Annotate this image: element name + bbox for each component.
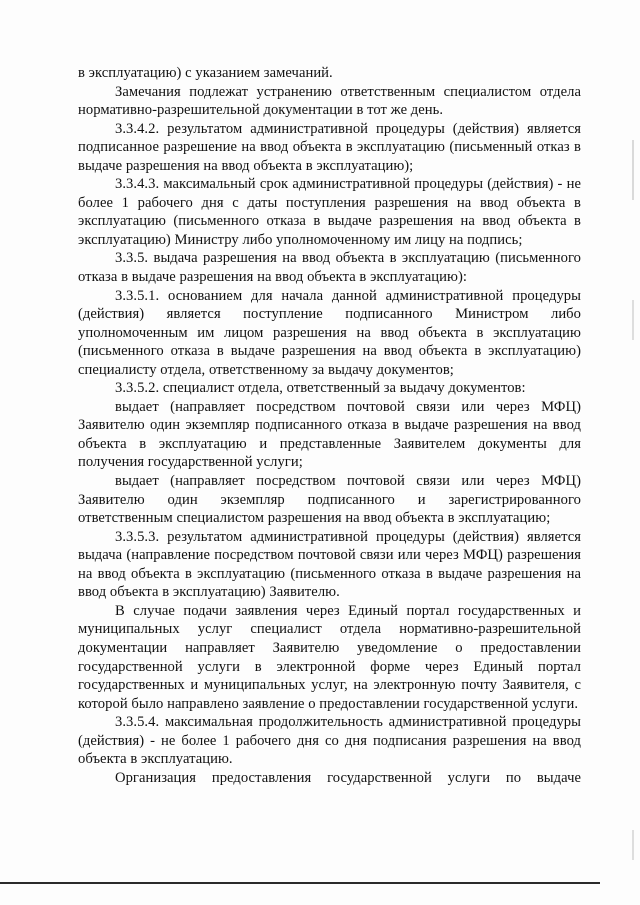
paragraph: 3.3.5. выдача разрешения на ввод объекта в эксплуатацию (письменного отказа в выдаче разрешения на ввод объекта в эксплуатацию): xyxy=(78,250,581,286)
paragraph: 3.3.4.2. результатом административной процедуры (действия) является подписанное разрешение на ввод объекта в эксплуатацию (письменный отказ в выдаче разрешения на ввод объекта в эксплуатацию); xyxy=(78,120,581,174)
paragraph: Замечания подлежат устранению ответственным специалистом отдела нормативно-разрешительной документации в тот же день. xyxy=(78,83,581,119)
paragraph: выдает (направляет посредством почтовой связи или через МФЦ) Заявителю один экземпляр подписанного отказа в выдаче разрешения на ввод объекта в эксплуатацию и представленные Заявителем документы для получения государственной услуги; xyxy=(78,398,581,471)
scan-bottom-border xyxy=(0,882,600,884)
scan-edge-mark xyxy=(632,830,634,860)
scan-edge-mark xyxy=(632,140,634,200)
scan-edge-mark xyxy=(632,300,634,340)
paragraph: выдает (направляет посредством почтовой связи или через МФЦ) Заявителю один экземпляр подписанного и зарегистрированного ответственным специалистом разрешения на ввод объекта в эксплуатацию; xyxy=(78,473,581,527)
paragraph: 3.3.5.2. специалист отдела, ответственный за выдачу документов: xyxy=(115,380,526,397)
paragraph: 3.3.4.3. максимальный срок административной процедуры (действия) - не более 1 рабочего дня с даты поступления разрешения на ввод объекта в эксплуатацию (письменного отказа в выдаче разрешения на ввод объекта в эксплуатацию) Министру либо уполномоченному им лицу на подпись; xyxy=(78,176,581,248)
paragraph: 3.3.5.4. максимальная продолжительность административной процедуры (действия) - не более 1 рабочего дня со дня подписания разрешения на ввод объекта в эксплуатацию. xyxy=(78,714,581,768)
document-body xyxy=(78,64,581,787)
paragraph-last: Организация предоставления государственной услуги по выдаче xyxy=(115,769,581,786)
paragraph: В случае подачи заявления через Единый портал государственных и муниципальных услуг специалист отдела нормативно-разрешительной документации направляет Заявителю уведомление о предоставлении государственной услуги в электронной форме через Единый портал государственных и муниципальных услуг, на электронную почту Заявителя, с которой было направлено заявление о предоставлении государственной услуги. xyxy=(78,602,581,712)
paragraph: 3.3.5.1. основанием для начала данной административной процедуры (действия) является поступление подписанного Министром либо уполномоченным им лицом разрешения на ввод объекта в эксплуатацию (письменного отказа в выдаче разрешения на ввод объекта в эксплуатацию) специалисту отдела, ответственному за выдачу документов; xyxy=(78,287,581,378)
paragraph: 3.3.5.3. результатом административной процедуры (действия) является выдача (направление посредством почтовой связи или через МФЦ) разрешения на ввод объекта в эксплуатацию (письменного отказа в выдаче разрешения на ввод объекта в эксплуатацию) Заявителю. xyxy=(78,528,581,601)
paragraph: в эксплуатацию) с указанием замечаний. xyxy=(78,65,333,81)
